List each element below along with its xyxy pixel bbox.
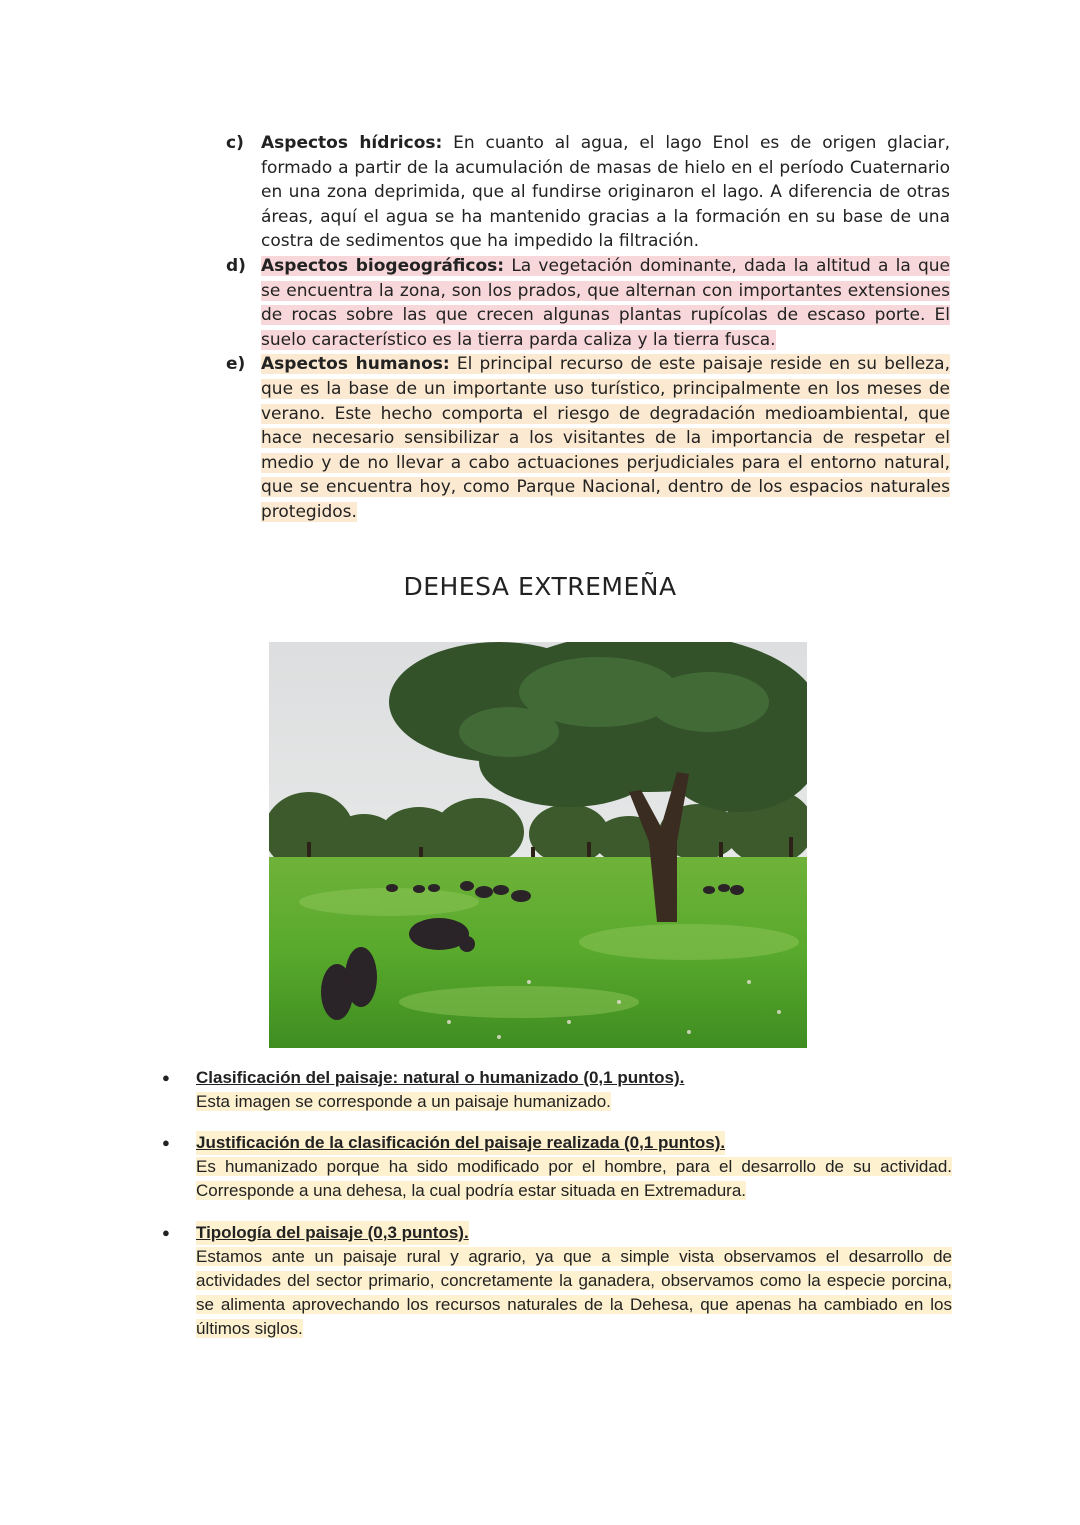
landscape-aspects-list (226, 131, 950, 525)
aspect-text: El principal recurso de este paisaje reside en su belleza, que es la base de un importante uso turístico, principalmente en los meses de verano. Este hecho comporta el riesgo de degradación medioambiental, que hace necesario sensibilizar a los visitantes de la importancia de respetar el medio y de no llevar a cabo actuaciones perjudiciales para el entorno natural, que se encuentra hoy, como Parque Nacional, dentro de los espacios naturales protegidos. (261, 354, 950, 522)
question-classification (162, 1066, 952, 1114)
aspect-letter: d) (226, 255, 246, 276)
question-title: Justificación de la clasificación del paisaje realizada (0,1 puntos). (196, 1131, 725, 1155)
question-typology (162, 1221, 952, 1341)
bullet-icon: ● (162, 1070, 170, 1085)
question-title: Clasificación del paisaje: natural o humanizado (0,1 puntos). (196, 1068, 685, 1087)
aspect-item-hidricos (226, 131, 950, 254)
question-justification (162, 1131, 952, 1203)
question-answer: Estamos ante un paisaje rural y agrario, ya que a simple vista observamos el desarrollo de actividades del sector primario, concretamente la ganadera, observamos como la especie porcina, se alimenta aprovechando los recursos naturales de la Dehesa, que apenas ha cambiado en los últimos siglos. (196, 1247, 952, 1338)
bullet-icon: ● (162, 1135, 170, 1150)
aspect-title: Aspectos hídricos: (261, 133, 443, 153)
aspect-text: La vegetación dominante, dada la altitud a la que se encuentra la zona, son los prados, que alternan con importantes extensiones de rocas sobre las que crecen algunas plantas rupícolas de escaso porte. El suelo característico es la tierra parda caliza y la tierra fusca. (261, 255, 950, 350)
question-answer: Es humanizado porque ha sido modificado por el hombre, para el desarrollo de su actividad. Corresponde a una dehesa, la cual podría estar situada en Extremadura. (196, 1157, 952, 1200)
aspect-letter: e) (226, 354, 246, 375)
aspect-item-biogeograficos (226, 254, 950, 352)
section-title: DEHESA EXTREMEÑA (403, 572, 677, 601)
aspect-text: En cuanto al agua, el lago Enol es de origen glaciar, formado a partir de la acumulación de masas de hielo en el período Cuaternario en una zona deprimida, que al fundirse originaron el lago. A diferencia de otras áreas, aquí el agua se ha mantenido gracias a la formación en su base de una costra de sedimentos que ha impedido la filtración. (261, 133, 950, 252)
aspect-title: Aspectos humanos: (261, 354, 450, 375)
aspect-title: Aspectos biogeográficos: (261, 255, 505, 276)
aspect-letter: c) (226, 133, 244, 153)
aspect-item-humanos (226, 352, 950, 524)
bullet-icon: ● (162, 1225, 170, 1240)
dehesa-photo (269, 642, 807, 1048)
question-answer: Esta imagen se corresponde a un paisaje humanizado. (196, 1092, 611, 1111)
question-title: Tipología del paisaje (0,3 puntos). (196, 1221, 469, 1245)
